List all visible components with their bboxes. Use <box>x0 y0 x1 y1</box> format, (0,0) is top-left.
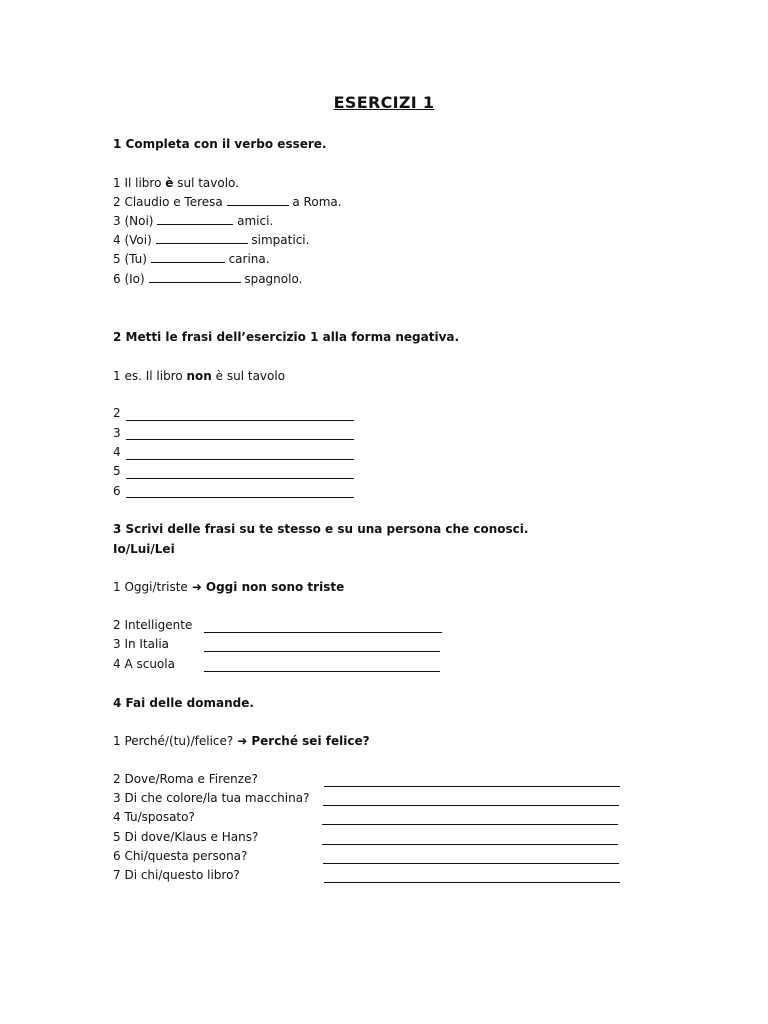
ex2-number-2: 2 <box>113 406 121 420</box>
answer-blank[interactable] <box>156 232 248 244</box>
ex2-number-3: 3 <box>113 426 121 440</box>
ex2-number-5: 5 <box>113 464 121 478</box>
ex2-answer-line[interactable] <box>126 458 354 460</box>
ex2-example-bold: non <box>186 369 212 383</box>
ex2-answer-line[interactable] <box>126 438 354 440</box>
ex1-item-6 <box>113 271 302 287</box>
ex3-example-answer: Oggi non sono triste <box>205 580 345 594</box>
ex4-item-6: 6 Chi/questa persona? <box>113 849 248 863</box>
answer-blank[interactable] <box>227 194 289 206</box>
ex1-item-6-pre: 6 (Io) <box>113 272 149 286</box>
ex4-answer-line[interactable] <box>324 785 620 787</box>
ex4-example-answer: Perché sei felice? <box>251 734 370 748</box>
ex2-number-4: 4 <box>113 445 121 459</box>
ex3-item-2: 2 Intelligente <box>113 618 193 632</box>
ex1-item-2 <box>113 194 342 210</box>
ex1-heading: 1 Completa con il verbo essere. <box>113 137 327 151</box>
ex2-number-6: 6 <box>113 484 121 498</box>
ex1-item-4-pre: 4 (Voi) <box>113 233 156 247</box>
ex4-answer-line[interactable] <box>324 881 620 883</box>
ex4-answer-line[interactable] <box>323 804 619 806</box>
ex1-item-4 <box>113 232 309 248</box>
ex4-item-5: 5 Di dove/Klaus e Hans? <box>113 830 259 844</box>
ex1-item-3 <box>113 213 273 229</box>
ex4-heading: 4 Fai delle domande. <box>113 696 254 710</box>
ex4-example-prompt: 1 Perché/(tu)/felice? <box>113 734 234 748</box>
ex4-answer-line[interactable] <box>322 843 618 845</box>
ex3-answer-line[interactable] <box>204 631 442 633</box>
right-arrow-icon: ➜ <box>237 734 248 748</box>
ex4-answer-line[interactable] <box>322 823 618 825</box>
ex2-example <box>113 368 285 384</box>
ex1-item-3-pre: 3 (Noi) <box>113 214 158 228</box>
ex3-answer-line[interactable] <box>204 670 440 672</box>
page-title: ESERCIZI 1 <box>333 93 435 112</box>
ex4-item-4: 4 Tu/sposato? <box>113 810 195 824</box>
ex3-heading: 3 Scrivi delle frasi su te stesso e su una persona che conosci. <box>113 522 529 536</box>
ex2-answer-line[interactable] <box>126 477 354 479</box>
ex2-example-pre: 1 es. Il libro <box>113 369 187 383</box>
ex2-example-post: è sul tavolo <box>211 369 286 383</box>
ex1-item-2-post: a Roma. <box>288 195 342 209</box>
answer-blank[interactable] <box>149 271 241 283</box>
right-arrow-icon: ➜ <box>191 580 202 594</box>
ex1-item-5 <box>113 251 270 267</box>
ex4-item-2: 2 Dove/Roma e Firenze? <box>113 772 258 786</box>
ex2-heading: 2 Metti le frasi dell’esercizio 1 alla forma negativa. <box>113 330 460 344</box>
ex1-item-2-pre: 2 Claudio e Teresa <box>113 195 227 209</box>
ex4-item-7: 7 Di chi/questo libro? <box>113 868 240 882</box>
ex4-item-3: 3 Di che colore/la tua macchina? <box>113 791 310 805</box>
ex1-item-6-post: spagnolo. <box>240 272 303 286</box>
ex1-item-5-pre: 5 (Tu) <box>113 252 151 266</box>
ex1-item-1-answer: è <box>165 176 174 190</box>
ex2-answer-line[interactable] <box>126 496 354 498</box>
ex1-item-5-post: carina. <box>224 252 270 266</box>
ex3-example <box>113 579 344 595</box>
answer-blank[interactable] <box>151 251 225 263</box>
ex3-example-prompt: 1 Oggi/triste <box>113 580 188 594</box>
answer-blank[interactable] <box>157 213 233 225</box>
ex1-item-1-post: sul tavolo. <box>173 176 239 190</box>
ex3-answer-line[interactable] <box>204 650 440 652</box>
ex1-item-3-post: amici. <box>233 214 274 228</box>
ex3-item-3: 3 In Italia <box>113 637 170 651</box>
ex2-answer-line[interactable] <box>126 419 354 421</box>
ex1-item-1 <box>113 175 239 191</box>
ex1-item-1-pre: 1 Il libro <box>113 176 166 190</box>
ex1-item-4-post: simpatici. <box>247 233 310 247</box>
ex4-answer-line[interactable] <box>323 862 619 864</box>
ex3-subheading: Io/Lui/Lei <box>113 542 175 556</box>
ex3-item-4: 4 A scuola <box>113 657 175 671</box>
ex4-example <box>113 733 370 749</box>
